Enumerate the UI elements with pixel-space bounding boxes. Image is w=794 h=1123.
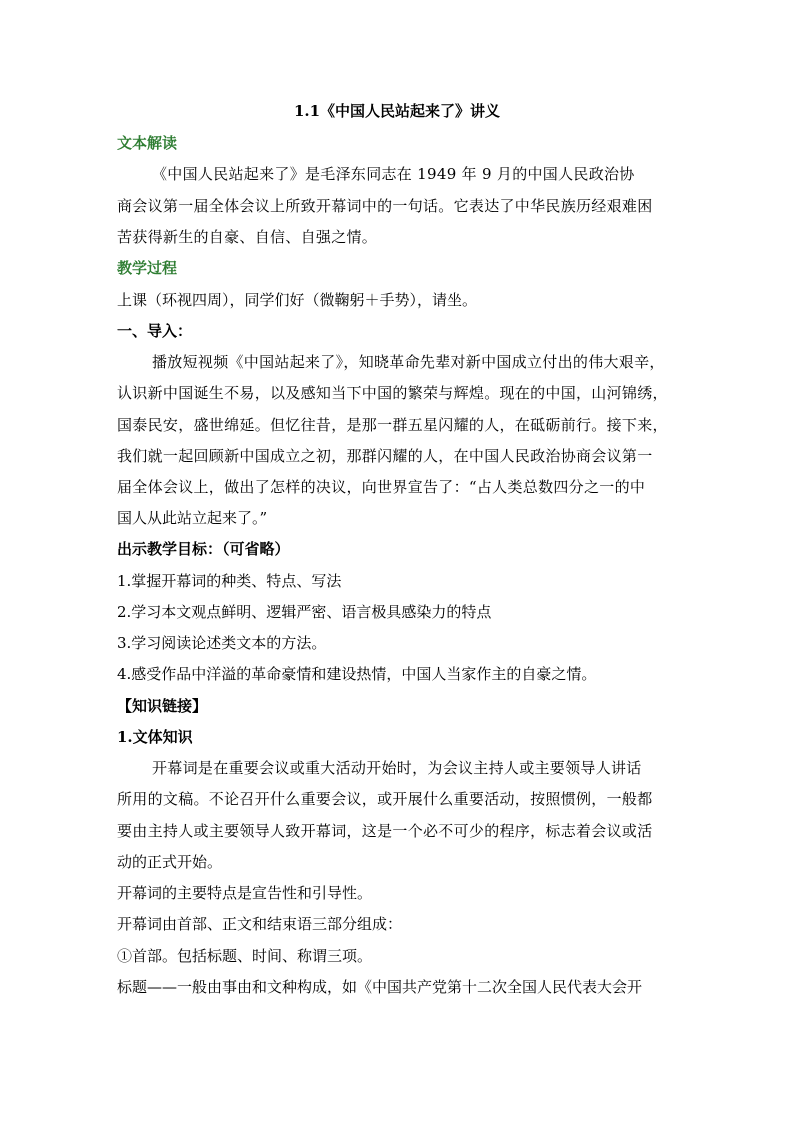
knowledge-subheading: 1.文体知识 <box>117 728 193 746</box>
title-note-line: 标题——一般由事由和文种构成，如《中国共产党第十二次全国人民代表大会开 <box>117 978 643 996</box>
document-title: 1.1《中国人民站起来了》讲义 <box>293 102 501 120</box>
intro-line: 认识新中国诞生不易，以及感知当下中国的繁荣与辉煌。现在的中国，山河锦绣， <box>117 384 668 402</box>
section-heading-process: 教学过程 <box>117 259 178 277</box>
section-heading-reading: 文本解读 <box>117 134 178 152</box>
knowledge-line: 开幕词是在重要会议或重大活动开始时，为会议主持人或主要领导人讲话 <box>152 759 642 777</box>
goal-item: 4.感受作品中洋溢的革命豪情和建设热情，中国人当家作主的自豪之情。 <box>117 665 597 683</box>
intro-line: 国泰民安，盛世绵延。但忆往昔，是那一群五星闪耀的人，在砥砺前行。接下来， <box>117 416 668 434</box>
greeting-line: 上课（环视四周），同学们好（微鞠躬＋手势），请坐。 <box>117 291 478 309</box>
part1-line: ①首部。包括标题、时间、称谓三项。 <box>117 947 373 965</box>
intro-line: 播放短视频《中国站起来了》，知晓革命先辈对新中国成立付出的伟大艰辛， <box>152 353 665 371</box>
reading-line: 《中国人民站起来了》是毛泽东同志在 1949 年 9 月的中国人民政治协 <box>152 165 635 183</box>
intro-heading: 一、导入： <box>117 322 193 340</box>
goal-item: 2.学习本文观点鲜明、逻辑严密、语言极具感染力的特点 <box>117 603 492 621</box>
goal-item: 1.掌握开幕词的种类、特点、写法 <box>117 572 342 590</box>
knowledge-line: 要由主持人或主要领导人致开幕词，这是一个必不可少的程序，标志着会议或活 <box>117 822 653 840</box>
reading-line: 苦获得新生的自豪、自信、自强之情。 <box>117 228 378 246</box>
intro-line: 届全体会议上，做出了怎样的决议，向世界宣告了：“占人类总数四分之一的中 <box>117 478 646 496</box>
goal-item: 3.学习阅读论述类文本的方法。 <box>117 634 327 652</box>
intro-line: 我们就一起回顾新中国成立之初，那群闪耀的人，在中国人民政治协商会议第一 <box>117 447 653 465</box>
knowledge-line: 动的正式开始。 <box>117 853 223 871</box>
intro-line: 国人从此站立起来了。” <box>117 509 268 527</box>
knowledge-heading: 【知识链接】 <box>117 697 208 715</box>
feature-line: 开幕词的主要特点是宣告性和引导性。 <box>117 884 373 902</box>
composition-line: 开幕词由首部、正文和结束语三部分组成： <box>117 915 403 933</box>
goals-heading: 出示教学目标：（可省略） <box>117 540 290 558</box>
knowledge-line: 所用的文稿。不论召开什么重要会议，或开展什么重要活动，按照惯例，一般都 <box>117 790 653 808</box>
reading-line: 商会议第一届全体会议上所致开幕词中的一句话。它表达了中华民族历经艰难困 <box>117 197 653 215</box>
